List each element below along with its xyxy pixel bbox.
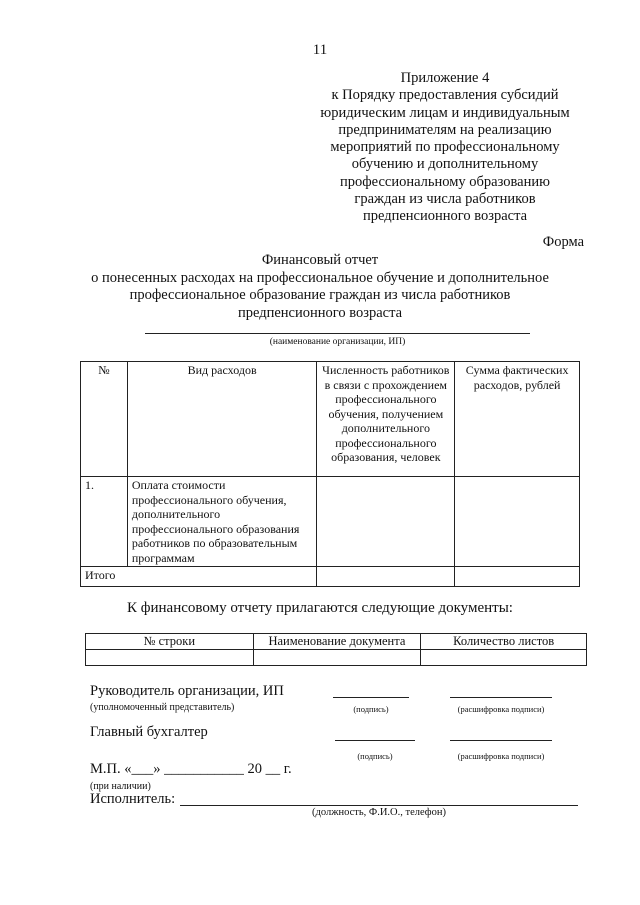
head-decoding-line[interactable] <box>450 697 552 698</box>
table-header-row <box>81 362 580 477</box>
form-label: Форма <box>542 234 584 250</box>
title-line: предпенсионного возраста <box>237 304 403 321</box>
header-expense-type: Вид расходов <box>127 362 317 477</box>
header-actual-sum: Сумма фактических расходов, рублей <box>455 362 580 477</box>
stamp-date-line[interactable]: М.П. «___» ___________ 20 __ г. <box>90 761 292 777</box>
executor-label: Исполнитель: <box>90 791 176 807</box>
row-expense-type: Оплата стоимости профессионального обучения, дополнительного профессионального образования работников по образовательным программам <box>127 477 317 567</box>
executor-caption: (должность, Ф.И.О., телефон) <box>312 807 446 818</box>
table-row <box>81 477 580 567</box>
header-number: № <box>81 362 128 477</box>
empty-cell[interactable] <box>253 650 421 666</box>
head-label: Руководитель организации, ИП <box>90 683 284 699</box>
header-row-number: № строки <box>86 634 254 650</box>
appendix-line: юридическим лицам и индивидуальным <box>320 104 570 121</box>
appendix-line: к Порядку предоставления субсидий <box>331 87 559 104</box>
appendix-line: предпенсионного возраста <box>362 208 528 225</box>
signature-caption: (подпись) <box>357 751 393 761</box>
total-count-cell[interactable] <box>317 567 455 587</box>
report-title <box>60 252 580 322</box>
title-line: профессиональное образование граждан из числа работников <box>129 287 511 303</box>
appendix-line: профессиональному образованию <box>340 173 550 190</box>
table-header-row <box>86 634 587 650</box>
expense-table <box>80 361 580 587</box>
page-number: 11 <box>312 42 328 58</box>
appendix-line: граждан из числа работников <box>354 191 536 208</box>
head-signature-line[interactable] <box>333 697 409 698</box>
documents-heading: К финансовому отчету прилагаются следующие документы: <box>127 600 513 616</box>
head-sublabel: (уполномоченный представитель) <box>90 702 235 713</box>
accountant-label: Главный бухгалтер <box>90 724 208 740</box>
table-total-row <box>81 567 580 587</box>
appendix-line: мероприятий по профессиональному <box>330 139 560 156</box>
organization-name-line[interactable] <box>145 333 530 334</box>
appendix-line: обучению и дополнительному <box>351 156 539 173</box>
total-sum-cell[interactable] <box>455 567 580 587</box>
row-number: 1. <box>81 477 128 567</box>
executor-line[interactable] <box>180 805 578 806</box>
row-employee-count-cell[interactable] <box>317 477 455 567</box>
total-label: Итого <box>81 567 317 587</box>
table-row <box>86 650 587 666</box>
decoding-caption: (расшифровка подписи) <box>457 751 545 761</box>
organization-caption: (наименование организации, ИП) <box>269 337 406 347</box>
signature-caption: (подпись) <box>353 704 389 714</box>
appendix-line: предпринимателям на реализацию <box>338 121 552 138</box>
accountant-decoding-line[interactable] <box>450 740 552 741</box>
accountant-signature-line[interactable] <box>335 740 415 741</box>
documents-table <box>85 633 587 666</box>
stamp-note: (при наличии) <box>90 781 151 792</box>
appendix-block <box>300 70 590 226</box>
appendix-line: Приложение 4 <box>400 70 490 86</box>
row-sum-cell[interactable] <box>455 477 580 567</box>
header-employee-count: Численность работников в связи с прохождением профессионального обучения, получением дополнительного профессионального образования, человек <box>317 362 455 477</box>
empty-cell[interactable] <box>421 650 587 666</box>
title-line: о понесенных расходах на профессиональное обучение и дополнительное <box>91 269 549 286</box>
empty-cell[interactable] <box>86 650 254 666</box>
decoding-caption: (расшифровка подписи) <box>457 704 545 714</box>
header-document-name: Наименование документа <box>253 634 421 650</box>
header-sheet-count: Количество листов <box>421 634 587 650</box>
title-line: Финансовый отчет <box>261 252 379 268</box>
